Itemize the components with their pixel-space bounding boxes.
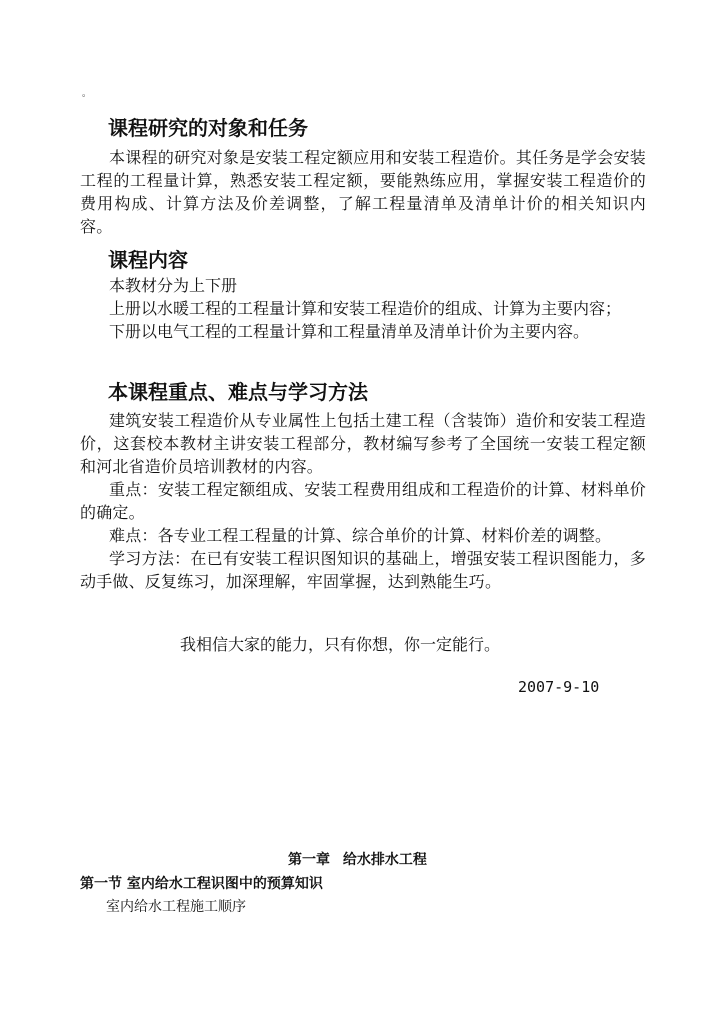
content-line-1: 本教材分为上下册	[109, 276, 238, 295]
section-title: 第一节 室内给水工程识图中的预算知识	[80, 876, 323, 892]
closing-line: 我相信大家的能力，只有你想，你一定能行。	[180, 635, 501, 654]
heading-course-content: 课程内容	[108, 248, 188, 272]
stray-mark: 。	[82, 89, 92, 99]
content-line-3: 下册以电气工程的工程量计算和工程量清单及清单计价为主要内容。	[109, 322, 590, 341]
paragraph-course-object: 本课程的研究对象是安装工程定额应用和安装工程造价。其任务是学会安装工程的工程量计算，熟悉安装工程定额，要能熟练应用，掌握安装工程造价的费用构成、计算方法及价差调整，了解工程量清单及清单计价的相关知识内容。	[80, 148, 646, 236]
paragraph-scope: 建筑安装工程造价从专业属性上包括土建工程（含装饰）造价和安装工程造价，这套校本教材主讲安装工程部分，教材编写参考了全国统一安装工程定额和河北省造价员培训教材的内容。	[80, 411, 646, 476]
paragraph-difficulties: 难点：各专业工程工程量的计算、综合单价的计算、材料价差的调整。	[109, 526, 612, 545]
subsection-title: 室内给水工程施工顺序	[106, 899, 246, 915]
heading-course-object: 课程研究的对象和任务	[108, 116, 308, 140]
date: 2007-9-10	[518, 678, 600, 696]
heading-key-points: 本课程重点、难点与学习方法	[108, 380, 368, 404]
paragraph-key-points: 重点：安装工程定额组成、安装工程费用组成和工程造价的计算、材料单价的确定。	[80, 480, 646, 522]
paragraph-study-method: 学习方法：在已有安装工程识图知识的基础上，增强安装工程识图能力，多动手做、反复练习，加深理解，牢固掌握，达到熟能生巧。	[80, 549, 646, 591]
chapter-title: 第一章 给水排水工程	[288, 852, 427, 868]
content-line-2: 上册以水暖工程的工程量计算和安装工程造价的组成、计算为主要内容；	[109, 299, 622, 318]
